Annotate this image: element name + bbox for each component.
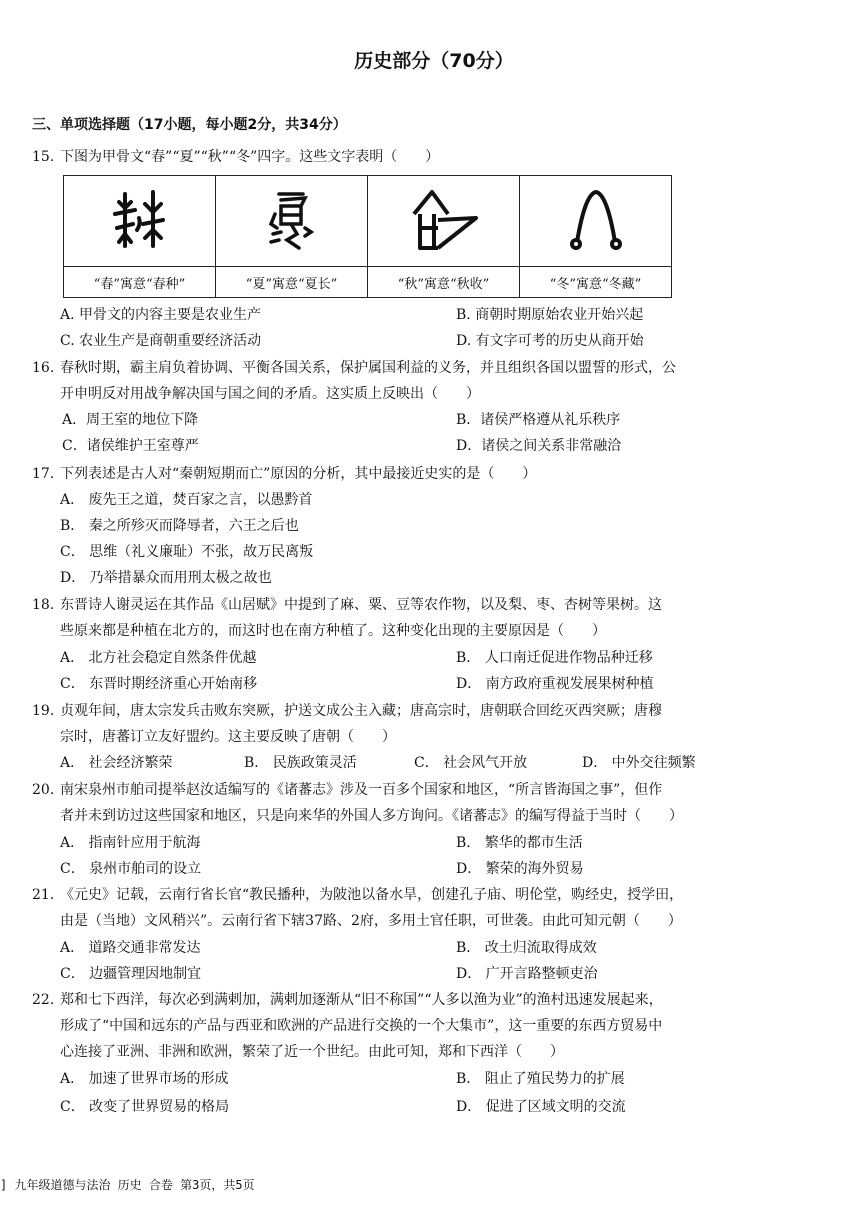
question-stem-line: 春秋时期，霸主肩负着协调、平衡各国关系，保护属国利益的义务，并且组织各国以盟誓的形式，公	[60, 360, 676, 376]
q16-option-c[interactable]: C．诸侯维护王室尊严	[62, 438, 199, 454]
question-stem-line: 南宋泉州市舶司提举赵汝适编写的《诸蕃志》涉及一百多个国家和地区，“所言皆海国之事”，但作	[60, 782, 663, 798]
q21-option-a[interactable]: A． 道路交通非常发达	[60, 940, 201, 956]
q20-option-d[interactable]: D． 繁荣的海外贸易	[456, 861, 584, 877]
question-number: 19.	[32, 703, 55, 719]
q21-option-d[interactable]: D． 广开言路整顿吏治	[456, 966, 598, 982]
q15-option-b[interactable]: B. 商朝时期原始农业开始兴起	[456, 307, 644, 323]
q16-option-b[interactable]: B．诸侯严格遵从礼乐秩序	[456, 412, 621, 428]
oracle-glyph-winter	[520, 176, 672, 267]
q22-option-d[interactable]: D． 促进了区域文明的交流	[456, 1099, 626, 1115]
question-20	[32, 777, 732, 829]
question-stem-line: 贞观年间，唐太宗发兵击败东突厥，护送文成公主入藏；唐高宗时，唐朝联合回纥灭西突厥；唐穆	[60, 703, 662, 719]
q18-option-b[interactable]: B． 人口南迁促进作物品种迁移	[456, 650, 653, 666]
question-number: 20.	[32, 782, 55, 798]
oracle-glyph-summer	[216, 176, 368, 267]
question-stem: 下图为甲骨文“春”“夏”“秋”“冬”四字。这些文字表明（ ）	[60, 149, 440, 165]
section-title: 三、单项选择题（17小题，每小题2分，共34分）	[32, 117, 347, 133]
q16-option-a[interactable]: A．周王室的地位下降	[62, 412, 199, 428]
q19-option-b[interactable]: B． 民族政策灵活	[244, 755, 357, 771]
oracle-summer-icon	[257, 184, 327, 254]
q15-option-c[interactable]: C. 农业生产是商朝重要经济活动	[60, 333, 262, 349]
question-number: 21.	[32, 887, 55, 903]
q20-option-b[interactable]: B． 繁华的都市生活	[456, 835, 583, 851]
caption-spring: “春”寓意“春种”	[64, 267, 216, 298]
oracle-spring-icon	[105, 184, 175, 254]
oracle-bone-table	[63, 175, 672, 298]
q22-option-b[interactable]: B． 阻止了殖民势力的扩展	[456, 1071, 625, 1087]
q22-option-a[interactable]: A． 加速了世界市场的形成	[60, 1071, 229, 1087]
oracle-glyph-spring	[64, 176, 216, 267]
question-16	[32, 355, 732, 407]
question-22	[32, 987, 732, 1065]
question-stem-line: 宗时，唐蕃订立友好盟约。这主要反映了唐朝（ ）	[60, 729, 396, 745]
page-footer: ] 九年级道德与法治 历史 合卷 第3页，共5页	[0, 1178, 255, 1192]
question-stem-line: 由是（当地）文风稍兴”。云南行省下辖37路、2府，多用土官任职，可世袭。由此可知元朝（ ）	[60, 913, 682, 929]
q17-option-c[interactable]: C． 思维（礼义廉耻）不张，故万民离叛	[60, 544, 314, 560]
q17-option-d[interactable]: D． 乃举措暴众而用刑太极之故也	[60, 570, 272, 586]
question-stem-line: 开申明反对用战争解决国与国之间的矛盾。这实质上反映出（ ）	[60, 386, 480, 402]
question-stem-line: 形成了“中国和远东的产品与西亚和欧洲的产品进行交换的一个大集市”，这一重要的东西方贸易中	[60, 1018, 663, 1034]
question-stem-line: 东晋诗人谢灵运在其作品《山居赋》中提到了麻、粟、豆等农作物，以及梨、枣、杏树等果树。这	[60, 597, 662, 613]
oracle-autumn-icon	[404, 184, 484, 254]
q15-option-d[interactable]: D. 有文字可考的历史从商开始	[456, 333, 644, 349]
question-21	[32, 882, 732, 934]
question-18	[32, 592, 732, 644]
question-stem-line: 些原来都是种植在北方的，而这时也在南方种植了。这种变化出现的主要原因是（ ）	[60, 623, 606, 639]
caption-summer: “夏”寓意“夏长”	[216, 267, 368, 298]
caption-autumn: “秋”寓意“秋收”	[368, 267, 520, 298]
q19-option-d[interactable]: D． 中外交往频繁	[582, 755, 696, 771]
oracle-winter-icon	[561, 184, 631, 254]
oracle-glyph-autumn	[368, 176, 520, 267]
q21-option-c[interactable]: C． 边疆管理因地制宜	[60, 966, 202, 982]
question-15	[32, 144, 732, 170]
q15-option-a[interactable]: A. 甲骨文的内容主要是农业生产	[60, 307, 262, 323]
q17-option-b[interactable]: B． 秦之所殄灭而降辱者，六王之后也	[60, 518, 299, 534]
q20-option-a[interactable]: A． 指南针应用于航海	[60, 835, 201, 851]
question-stem-line: 郑和七下西洋，每次必到满剌加，满剌加逐渐从“旧不称国”“人多以渔为业”的渔村迅速发展起来，	[60, 992, 663, 1008]
q18-option-c[interactable]: C． 东晋时期经济重心开始南移	[60, 676, 258, 692]
question-number: 17.	[32, 466, 55, 482]
q16-option-d[interactable]: D．诸侯之间关系非常融洽	[456, 438, 622, 454]
question-17	[32, 461, 732, 487]
question-stem-line: 《元史》记载，云南行省长官“教民播种，为陂池以备水旱，创建孔子庙、明伦堂，购经史，授学田，	[60, 887, 684, 903]
q18-option-a[interactable]: A． 北方社会稳定自然条件优越	[60, 650, 257, 666]
q20-option-c[interactable]: C． 泉州市舶司的设立	[60, 861, 202, 877]
question-stem-line: 心连接了亚洲、非洲和欧洲，繁荣了近一个世纪。由此可知，郑和下西洋（ ）	[60, 1044, 564, 1060]
q17-option-a[interactable]: A． 废先王之道，焚百家之言，以愚黔首	[60, 492, 313, 508]
q22-option-c[interactable]: C． 改变了世界贸易的格局	[60, 1099, 230, 1115]
question-number: 15.	[32, 149, 55, 165]
question-number: 22.	[32, 992, 55, 1008]
question-stem: 下列表述是古人对“秦朝短期而亡”原因的分析，其中最接近史实的是（ ）	[60, 466, 537, 482]
page-title: 历史部分（70分）	[354, 50, 514, 72]
question-number: 16.	[32, 360, 55, 376]
q19-option-c[interactable]: C． 社会风气开放	[414, 755, 528, 771]
question-stem-line: 者并未到访过这些国家和地区，只是向来华的外国人多方询问。《诸蕃志》的编写得益于当时（ ）	[60, 808, 683, 824]
caption-winter: “冬”寓意“冬藏”	[520, 267, 672, 298]
q21-option-b[interactable]: B． 改土归流取得成效	[456, 940, 597, 956]
question-number: 18.	[32, 597, 55, 613]
question-19	[32, 698, 732, 750]
q19-option-a[interactable]: A． 社会经济繁荣	[60, 755, 173, 771]
q18-option-d[interactable]: D． 南方政府重视发展果树种植	[456, 676, 654, 692]
